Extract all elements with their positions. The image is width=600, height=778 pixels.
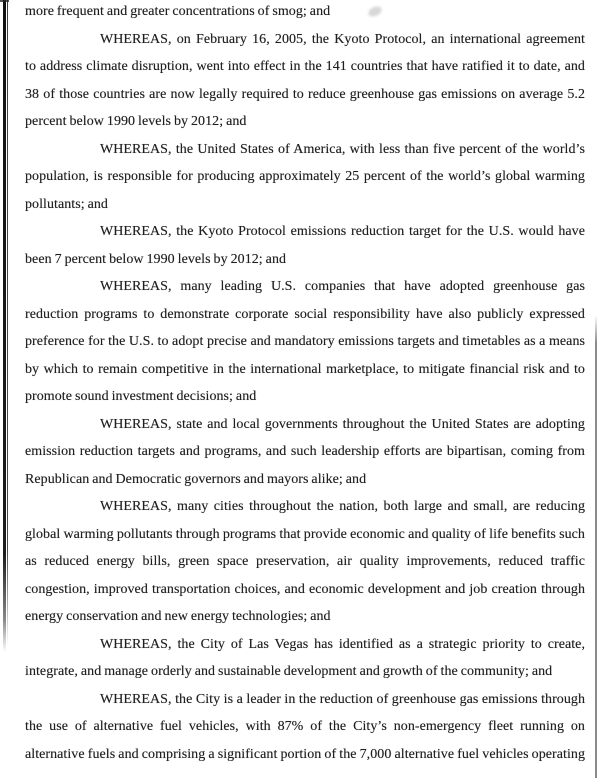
document-line: preference for the U.S. to adopt precise and mandatory emissions targets and timetables as a means bbox=[25, 334, 585, 349]
document-line: promote sound investment decisions; and bbox=[25, 389, 257, 404]
document-line: emission reduction targets and programs, and such leadership efforts are bipartisan, coming from bbox=[25, 444, 585, 459]
document-body bbox=[25, 0, 585, 768]
document-line: global warming pollutants through programs that provide economic and quality of life benefits such bbox=[25, 526, 585, 542]
document-line: congestion, improved transportation choices, and economic development and job creation through bbox=[25, 581, 585, 597]
paragraph bbox=[25, 136, 585, 219]
document-line: been 7 percent below 1990 levels by 2012; and bbox=[25, 251, 287, 267]
document-line: WHEREAS, many cities throughout the nation, both large and small, are reducing bbox=[100, 499, 585, 514]
document-line: reduction programs to demonstrate corporate social responsibility have also publicly expressed bbox=[25, 306, 585, 322]
document-line: WHEREAS, the City is a leader in the reduction of greenhouse gas emissions through bbox=[100, 691, 585, 707]
paragraph bbox=[25, 493, 585, 631]
document-line: pollutants; and bbox=[25, 196, 108, 212]
document-line: percent below 1990 levels by 2012; and bbox=[25, 114, 247, 129]
document-line: more frequent and greater concentrations of smog; and bbox=[25, 4, 331, 19]
paragraph bbox=[25, 218, 585, 273]
document-line: the use of alternative fuel vehicles, with 87% of the City’s non-emergency fleet running on bbox=[25, 719, 585, 734]
paragraph bbox=[25, 686, 585, 769]
document-line: WHEREAS, on February 16, 2005, the Kyoto Protocol, an international agreement bbox=[100, 31, 585, 47]
document-line: WHEREAS, the City of Las Vegas has identified as a strategic priority to create, bbox=[100, 636, 585, 652]
paragraph bbox=[25, 273, 585, 411]
paragraph bbox=[25, 631, 585, 686]
paragraph bbox=[25, 0, 585, 26]
scan-smear-top-left bbox=[0, 0, 9, 2]
page-edge-line-left-secondary bbox=[7, 0, 9, 646]
document-line: alternative fuels and comprising a significant portion of the 7,000 alternative fuel vehicles operating bbox=[25, 746, 585, 762]
document-line: population, is responsible for producing approximately 25 percent of the world’s global warming bbox=[25, 169, 585, 184]
document-line: integrate, and manage orderly and sustainable development and growth of the community; and bbox=[25, 664, 553, 679]
paragraph bbox=[25, 26, 585, 136]
document-line: WHEREAS, the Kyoto Protocol emissions reduction target for the U.S. would have bbox=[100, 224, 585, 239]
document-line: to address climate disruption, went into effect in the 141 countries that have ratified it to date, and bbox=[25, 59, 585, 74]
document-line: Republican and Democratic governors and mayors alike; and bbox=[25, 471, 367, 487]
document-line: as reduced energy bills, green space preservation, air quality improvements, reduced traffic bbox=[25, 554, 585, 569]
document-line: WHEREAS, the United States of America, with less than five percent of the world’s bbox=[100, 141, 585, 157]
document-line: WHEREAS, state and local governments throughout the United States are adopting bbox=[100, 416, 585, 432]
document-line: WHEREAS, many leading U.S. companies that have adopted greenhouse gas bbox=[100, 279, 585, 294]
document-line: energy conservation and new energy technologies; and bbox=[25, 609, 331, 624]
scan-artifact-right-line bbox=[595, 315, 597, 778]
paragraph bbox=[25, 411, 585, 494]
document-line: 38 of those countries are now legally required to reduce greenhouse gas emissions on average 5.2 bbox=[25, 86, 585, 102]
document-line: by which to remain competitive in the international marketplace, to mitigate financial risk and to bbox=[25, 361, 585, 377]
